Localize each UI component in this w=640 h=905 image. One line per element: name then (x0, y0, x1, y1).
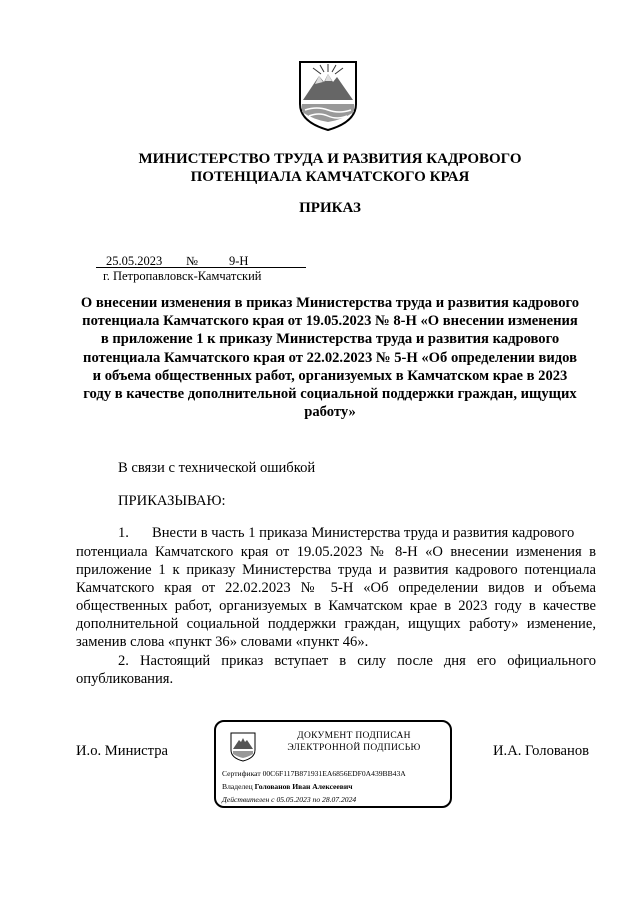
item1-line: дополнительной социальной поддержки граждан, ищущих работу» изменение, (76, 616, 596, 632)
subject-line: потенциала Камчатского края от 19.05.2023 № 8-Н «О внесении изменения (82, 313, 578, 330)
item1-line: Камчатского края от 22.02.2023 № 5-Н «Об определении видов и объема (76, 580, 596, 596)
item2-line: 2. Настоящий приказ вступает в силу после дня его официального (118, 653, 596, 669)
date-number-line (96, 254, 316, 270)
ministry-name (80, 150, 580, 186)
item1-line: заменив слова «пункт 36» словами «пункт 46». (76, 634, 369, 650)
signatory-position: И.о. Министра (76, 743, 168, 759)
subject-line: году в качестве дополнительной социальной поддержки граждан, ищущих (83, 386, 577, 403)
valid-to: 28.07.2024 (322, 795, 357, 804)
document-type: ПРИКАЗ (299, 200, 361, 216)
number-sign: № (186, 254, 198, 268)
valid-from: 05.05.2023 (276, 795, 311, 804)
cert-label: Сертификат (222, 769, 261, 778)
electronic-signature-stamp (214, 720, 452, 808)
signatory-name: И.А. Голованов (493, 743, 590, 759)
ministry-name-line2: ПОТЕНЦИАЛА КАМЧАТСКОГО КРАЯ (190, 169, 470, 185)
stamp-owner (222, 782, 353, 791)
ministry-name-line1: МИНИСТЕРСТВО ТРУДА И РАЗВИТИЯ КАДРОВОГО (138, 151, 522, 167)
intro-text: В связи с технической ошибкой (118, 460, 316, 476)
item1-line: общественных работ, организуемых в Камчатском крае в 2023 году в качестве (76, 598, 596, 614)
stamp-emblem-icon (230, 732, 256, 762)
item2-line: опубликования. (76, 671, 174, 687)
subject-line: работу» (304, 404, 356, 421)
valid-to-label: по (312, 795, 321, 804)
subject-line: и объема общественных работ, организуемых в Камчатском крае в 2023 (92, 367, 568, 384)
owner-label: Владелец (222, 782, 253, 791)
city: г. Петропавловск-Камчатский (103, 269, 262, 283)
stamp-certificate (222, 769, 406, 778)
item1-line: потенциала Камчатского края от 19.05.2023 № 8-Н «О внесении изменения в (76, 544, 596, 560)
stamp-title-line1: ДОКУМЕНТ ПОДПИСАН (297, 731, 411, 741)
order-subject (70, 294, 590, 421)
item1-number: 1. (118, 525, 129, 541)
owner-value: Голованов Иван Алексеевич (254, 782, 353, 791)
cert-value: 00C6F117B871931EA6856EDF0A439BB43A (262, 769, 406, 778)
kamchatka-coat-of-arms-icon (297, 60, 359, 132)
stamp-validity (222, 795, 356, 804)
subject-line: О внесении изменения в приказ Министерства труда и развития кадрового (80, 295, 580, 311)
order-date: 25.05.2023 (106, 254, 163, 268)
item1-line: Внести в часть 1 приказа Министерства труда и развития кадрового (152, 525, 575, 541)
subject-line: в приложение 1 к приказу Министерства труда и развития кадрового (100, 331, 560, 348)
order-word: ПРИКАЗЫВАЮ: (118, 493, 226, 509)
stamp-title-line2: ЭЛЕКТРОННОЙ ПОДПИСЬЮ (287, 743, 421, 753)
valid-label: Действителен с (222, 795, 275, 804)
order-number: 9-Н (229, 254, 249, 268)
subject-line: потенциала Камчатского края от 22.02.2023 № 5-Н «Об определении видов (83, 349, 577, 366)
item1-line: приложение 1 к приказу Министерства труда и развития кадрового потенциала (76, 562, 596, 578)
